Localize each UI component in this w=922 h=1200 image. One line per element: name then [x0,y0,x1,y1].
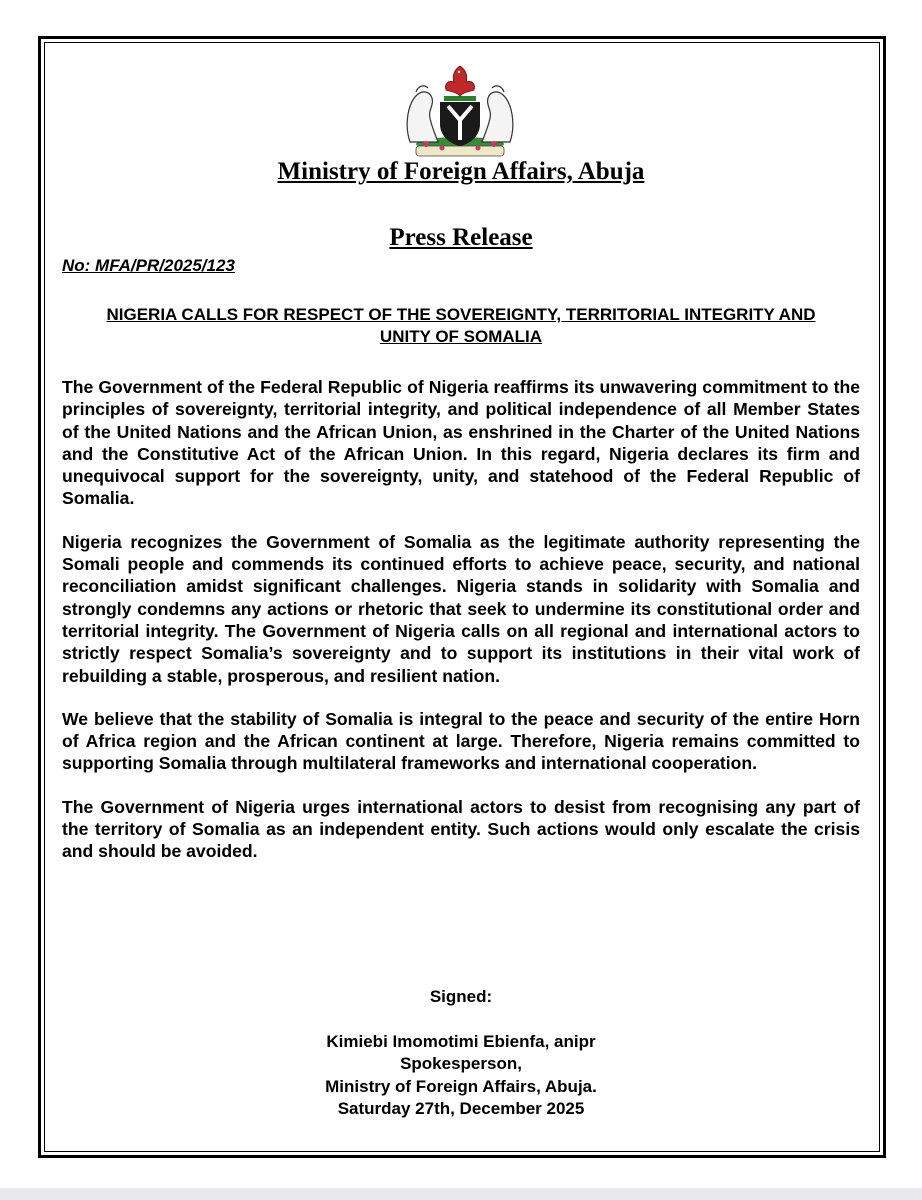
body-paragraph: Nigeria recognizes the Government of Somalia as the legitimate authority representing the Somali people and commends its continued efforts to achieve peace, security, and national reconciliation amidst significant challenges. Nigeria stands in solidarity with Somalia and strongly condemns any actions or rhetoric that seek to undermine its constitutional order and territorial integrity. The Government of Nigeria calls on all regional and international actors to strictly respect Somalia’s sovereignty and to support its institutions in their vital work of rebuilding a stable, prosperous, and resilient nation. [62,531,860,686]
ministry-title: Ministry of Foreign Affairs, Abuja [277,158,645,185]
reference-number: No: MFA/PR/2025/123 [62,256,235,275]
viewer-bottom-bar [0,1188,922,1200]
signatory-office: Ministry of Foreign Affairs, Abuja. [325,1076,597,1096]
press-release-headline: NIGERIA CALLS FOR RESPECT OF THE SOVEREIGNTY, TERRITORIAL INTEGRITY AND UNITY OF SOMALIA [106,305,816,346]
signed-label: Signed: [429,987,493,1006]
signatory-title: Spokesperson, [400,1054,522,1073]
signatory-name: Kimiebi Imomotimi Ebienfa, anipr [326,1031,596,1051]
body-paragraph: The Government of Nigeria urges international actors to desist from recognising any part of the territory of Somalia as an independent entity. Such actions would only escalate the crisis and should be avoided. [62,796,860,862]
body-paragraph: The Government of the Federal Republic of Nigeria reaffirms its unwavering commitment to the principles of sovereignty, territorial integrity, and political independence of all Member States of the United Nations and the African Union, as enshrined in the Charter of the United Nations and the Constitutive Act of the African Union. In this regard, Nigeria declares its firm and unequivocal support for the sovereignty, unity, and statehood of the Federal Republic of Somalia. [62,377,860,509]
nigeria-coat-of-arms-icon [396,62,524,158]
body-paragraph: We believe that the stability of Somalia is integral to the peace and security of the entire Horn of Africa region and the African continent at large. Therefore, Nigeria remains committed to supporting Somalia through multilateral frameworks and international cooperation. [62,708,860,774]
document-type-heading: Press Release [389,224,533,251]
press-release-body [62,376,860,884]
signature-block [0,986,922,1121]
release-date: Saturday 27th, December 2025 [337,1099,585,1118]
